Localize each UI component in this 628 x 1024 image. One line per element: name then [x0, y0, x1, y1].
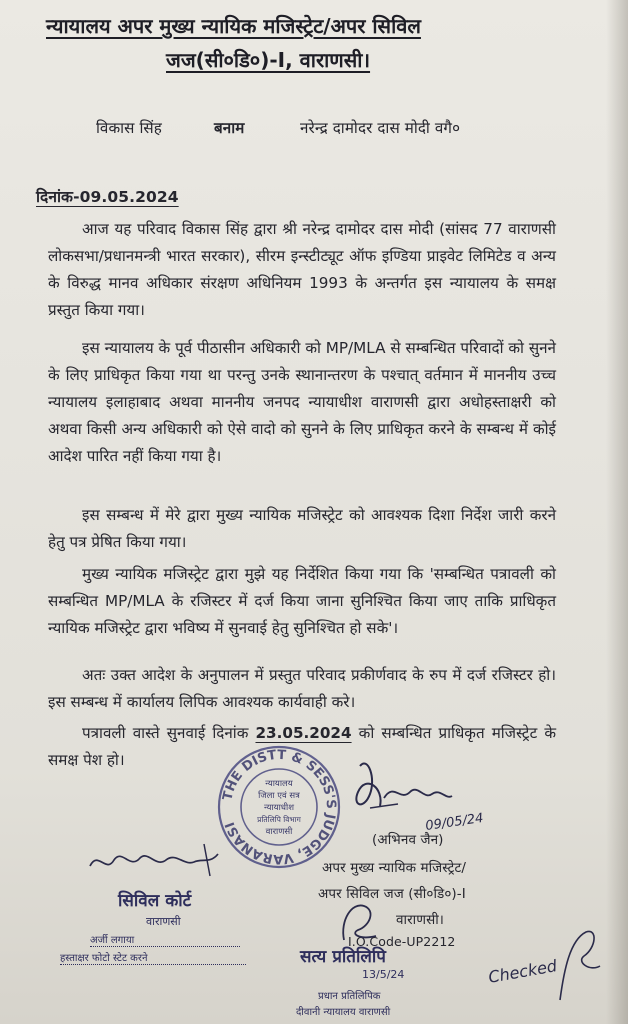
certified-copy-line-1: प्रधान प्रतिलिपिक — [318, 991, 381, 1002]
stamp-center-line-4: प्रतिलिपि विभाग — [257, 815, 301, 824]
copy-stamp-title: सिविल कोर्ट — [118, 891, 192, 911]
hearing-text-before: पत्रावली वास्ते सुनवाई दिनांक — [82, 724, 256, 742]
clerk-signature — [84, 836, 234, 884]
stamp-center-line-3: न्यायाधीश — [264, 803, 294, 813]
copy-stamp-city: वाराणसी — [146, 915, 181, 928]
hearing-date: 23.05.2024 — [255, 724, 352, 742]
judge-designation-2: अपर सिविल जज (सी०डि०)-I — [318, 886, 466, 902]
hearing-text-after: को सम्बन्धित प्राधिकृत मजिस्ट्रेट के समक्ष पेश हो। — [48, 724, 556, 769]
court-heading-line1: न्यायालय अपर मुख्य न्यायिक मजिस्ट्रेट/अपर सिविल — [46, 14, 421, 38]
checker-signature — [540, 920, 610, 1010]
certified-copy-line-2: दीवानी न्यायालय वाराणसी — [296, 1007, 391, 1018]
judicial-officer-code: I.O.Code-UP2212 — [348, 934, 456, 949]
stamp-ring-text: THE DISTT & SESS'S JUDGE, VARANASI — [220, 747, 339, 867]
paragraph-3: इस सम्बन्ध में मेरे द्वारा मुख्य न्यायिक मजिस्ट्रेट को आवश्यक दिशा निर्देश जारी करने हेतु पत्र प्रेषित किया गया। — [48, 506, 556, 551]
respondent-name: नरेन्द्र दामोदर दास मोदी वगै० — [300, 119, 461, 137]
certified-copy-date: 13/5/24 — [362, 968, 405, 981]
stamp-center-line-5: वाराणसी — [265, 827, 293, 837]
court-heading-line2: जज(सी०डि०)-I, वाराणसी। — [166, 48, 371, 72]
page-edge-shadow — [606, 0, 628, 1024]
paragraph-2: इस न्यायालय के पूर्व पीठासीन अधिकारी को MP/MLA से सम्बन्धित परिवादों को सुनने के लिए प्राधिकृत किया गया था परन्तु उनके स्थानान्तरण के पश्चात् वर्तमान में माननीय उच्च न्यायालय इलाहाबाद अथवा माननीय जनपद न्यायाधीश वाराणसी द्वारा अधोहस्ताक्षरी को अथवा किसी अन्य अधिकारी को ऐसे वादो को सुनने के लिए प्राधिकृत करने के सम्बन्ध में कोई आदेश पारित नहीं किया गया है। — [48, 339, 556, 465]
stamp-center-line-2: जिला एवं सत्र — [258, 791, 300, 801]
stamp-center-line-1: न्यायालय — [265, 779, 293, 789]
certified-copy-title: सत्य प्रतिलिपि — [300, 947, 386, 967]
paragraph-5: अतः उक्त आदेश के अनुपालन में प्रस्तुत परिवाद प्रकीर्णवाद के रुप में दर्ज रजिस्टर हो। इस सम्बन्ध में कार्यालय लिपिक आवश्यक कार्यवाही करे। — [48, 666, 556, 711]
checked-note: Checked — [486, 956, 559, 987]
paragraph-4: मुख्य न्यायिक मजिस्ट्रेट द्वारा मुझे यह निर्देशित किया गया कि 'सम्बन्धित पत्रावली को सम्बन्धित MP/MLA के रजिस्टर में दर्ज किया जाना सुनिश्चित किया जाए ताकि प्राधिकृत न्यायिक मजिस्ट्रेट द्वारा भविष्य में सुनवाई हेतु सुनिश्चित हो सके'। — [48, 565, 556, 637]
judge-place: वाराणसी। — [396, 912, 445, 928]
versus-label: बनाम — [214, 119, 245, 137]
copy-stamp-line-2: हस्ताक्षर फोटो स्टेट करने — [60, 950, 246, 965]
copy-stamp-line-1: अर्जी लगाया — [90, 932, 240, 947]
judge-name: (अभिनव जैन) — [372, 832, 444, 848]
signature-date: 09/05/24 — [424, 810, 485, 834]
order-date: दिनांक-09.05.2024 — [36, 188, 179, 206]
complainant-name: विकास सिंह — [96, 119, 162, 137]
judge-designation-1: अपर मुख्य न्यायिक मजिस्ट्रेट/ — [322, 860, 467, 876]
certifier-signature — [330, 896, 400, 946]
paragraph-1: आज यह परिवाद विकास सिंह द्वारा श्री नरेन्द्र दामोदर दास मोदी (सांसद 77 वाराणसी लोकसभा/प्रधानमन्त्री भारत सरकार), सीरम इन्स्टीट्यूट ऑफ इण्डिया प्राइवेट लिमिटेड व अन्य के विरुद्ध मानव अधिकार संरक्षण अधिनियम 1993 के अन्तर्गत इस न्यायालय के समक्ष प्रस्तुत किया गया। — [48, 220, 556, 319]
